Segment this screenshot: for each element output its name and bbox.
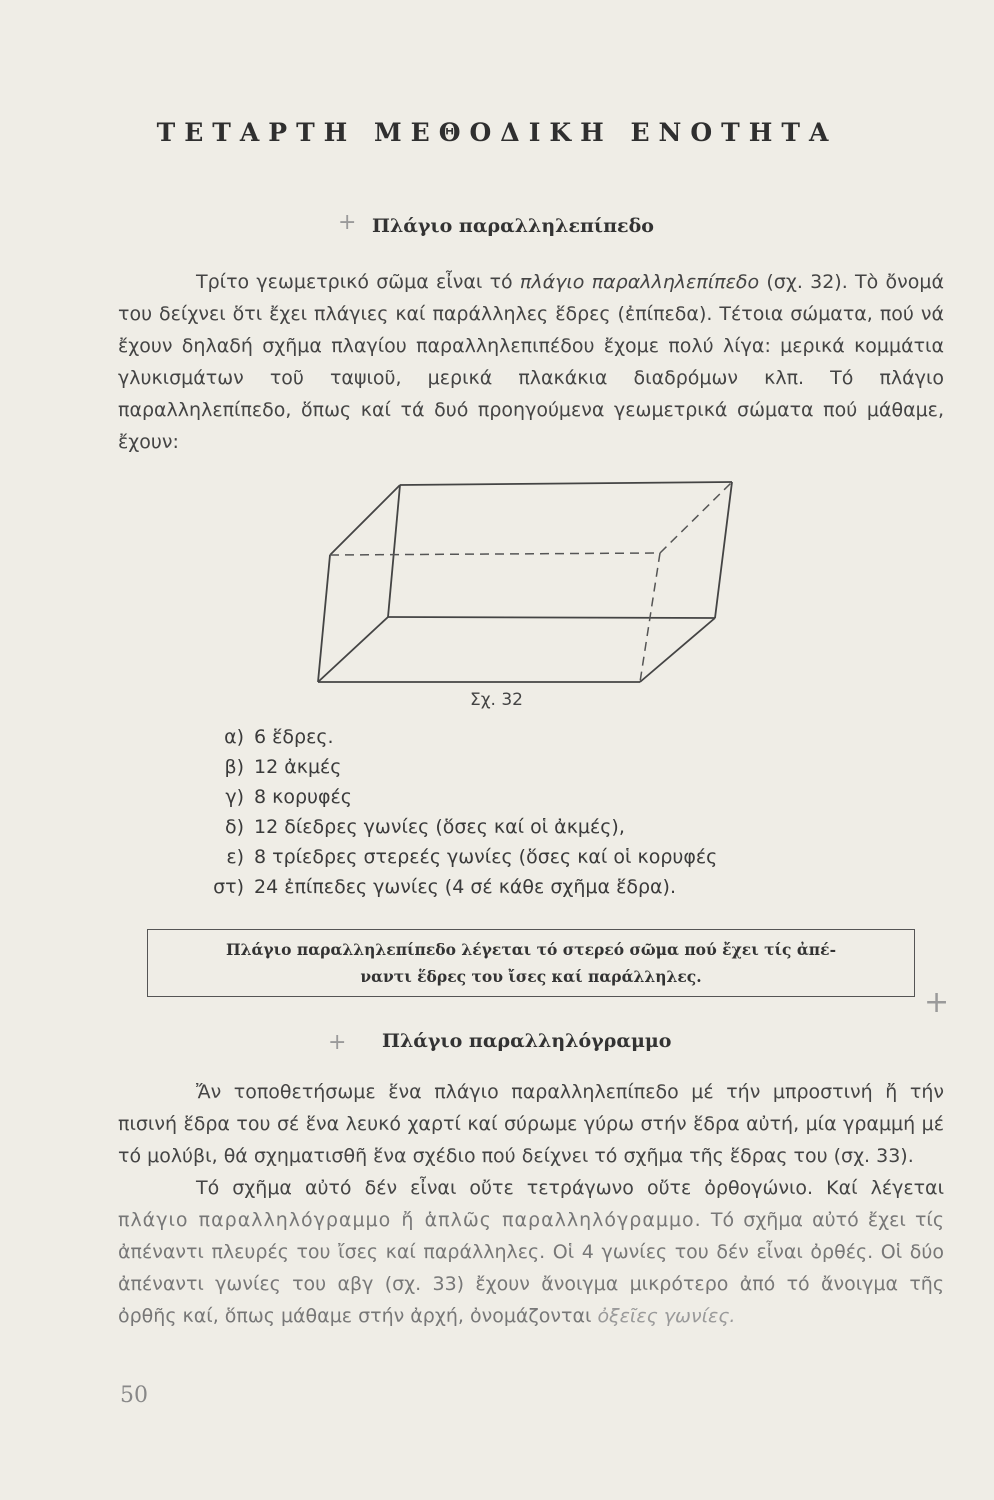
pencil-cross-mark-2: + bbox=[328, 1030, 347, 1055]
parallelogram-paragraph-2-rest: Τό σχῆμα αὐτό ἔχει τίς ἀπέναντι πλευρές του ἴσες καί παράλληλες. Οἱ 4 γωνίες του δέν εἶναι ὀρθές. Οἱ δύο ἀπέναντι γωνίες του αβγ (σχ. 33) ἔχουν ἄνοιγμα μικρότερο ἀπό τό ἄνοιγμα τῆς ὀρθῆς καί, ὅπως μάθαμε στήν ἀρχή, ὀνομάζονται bbox=[118, 1209, 944, 1327]
definition-line-1: Πλάγιο παραλληλεπίπεδο λέγεται τό στερεό σῶμα πού ἔχει τίς ἀπέ- bbox=[225, 940, 837, 959]
margin-cross-mark: + bbox=[924, 985, 950, 1020]
parallelogram-paragraph-1: Ἄν τοποθετήσωμε ἕνα πλάγιο παραλληλεπίπεδο μέ τήν μπροστινή ἤ τήν πισινή ἕδρα του σέ ἕνα λευκό χαρτί καί σύρωμε γύρω στήν ἕδρα αὐτή, μία γραμμή μέ τό μολύβι, θά σχηματισθῆ ἕνα σχέδιο πού δείχνει τό σχῆμα τῆς ἕδρας του (σχ. 33). bbox=[118, 1081, 944, 1167]
list-item: δ) 12 δίεδρες γωνίες (ὅσες καί οἱ ἀκμές), bbox=[224, 816, 625, 838]
parallelogram-paragraph-2: Τό σχῆμα αὐτό δέν εἶναι οὔτε τετράγωνο οὔτε ὀρθογώνιο. Καί λέγεται bbox=[196, 1177, 944, 1199]
figure-32-caption: Σχ. 32 bbox=[470, 690, 524, 710]
list-item: ε) 8 τρίεδρες στερεές γωνίες (ὅσες καί οἱ κορυφές bbox=[226, 846, 718, 868]
parallelogram-text bbox=[118, 1076, 944, 1332]
list-item: γ) 8 κορυφές bbox=[225, 786, 352, 808]
section-heading-parallelepiped: Πλάγιο παραλληλεπίπεδο bbox=[372, 215, 654, 237]
pencil-cross-mark: + bbox=[338, 210, 357, 235]
list-item: στ) 24 ἐπίπεδες γωνίες (4 σέ κάθε σχῆμα ἕδρα). bbox=[213, 876, 676, 898]
list-item: α) 6 ἕδρες. bbox=[224, 726, 334, 748]
properties-list bbox=[198, 722, 717, 902]
parallelogram-term: πλάγιο παραλληλόγραμμο ἤ ἁπλῶς παραλληλόγραμμο. bbox=[118, 1209, 702, 1231]
back-bottom-edge bbox=[388, 617, 715, 618]
acute-angles-term: ὀξεῖες γωνίες. bbox=[597, 1305, 736, 1327]
back-left-edge bbox=[388, 485, 400, 617]
back-top-edge bbox=[400, 482, 732, 485]
list-item: β) 12 ἀκμές bbox=[224, 756, 342, 778]
front-left-edge bbox=[318, 555, 330, 682]
back-right-edge bbox=[715, 482, 732, 618]
definition-line-2: ναντι ἕδρες του ἴσες καί παράλληλες. bbox=[360, 967, 702, 986]
chapter-title: ΤΕΤΑΡΤΗ ΜΕΘΟΔΙΚΗ ΕΝΟΤΗΤΑ bbox=[156, 118, 838, 147]
hidden-connect-edge bbox=[660, 482, 732, 553]
page-number: 50 bbox=[120, 1383, 148, 1408]
intro-paragraph bbox=[118, 266, 944, 458]
figure-32-parallelepiped bbox=[300, 470, 750, 695]
bottom-left-connect-edge bbox=[318, 617, 388, 682]
bottom-right-connect-edge bbox=[640, 618, 715, 682]
intro-term: πλάγιο παραλληλεπίπεδο bbox=[519, 271, 760, 293]
definition-box bbox=[147, 929, 915, 997]
top-left-connect-edge bbox=[330, 485, 400, 555]
hidden-top-edge bbox=[330, 553, 660, 555]
intro-text-start: Τρίτο γεωμετρικό σῶμα εἶναι τό bbox=[196, 271, 520, 293]
section-heading-parallelogram: Πλάγιο παραλληλόγραμμο bbox=[382, 1030, 672, 1052]
intro-text-rest: (σχ. 32). Τὸ ὄνομά του δείχνει ὅτι ἔχει πλάγιες καί παράλληλες ἕδρες (ἐπίπεδα). Τέτοια σώματα, πού νά ἔχουν δηλαδή σχῆμα πλαγίου παραλληλεπιπέδου ἔχομε πολύ λίγα: μερικά κομμάτια γλυκισμάτων τοῦ ταψιοῦ, μερικά πλακάκια διαδρόμων κλπ. Τό πλάγιο παραλληλεπίπεδο, ὅπως καί τά δυό προηγούμενα γεωμετρικά σώματα πού μάθαμε, ἔχουν: bbox=[118, 271, 944, 453]
